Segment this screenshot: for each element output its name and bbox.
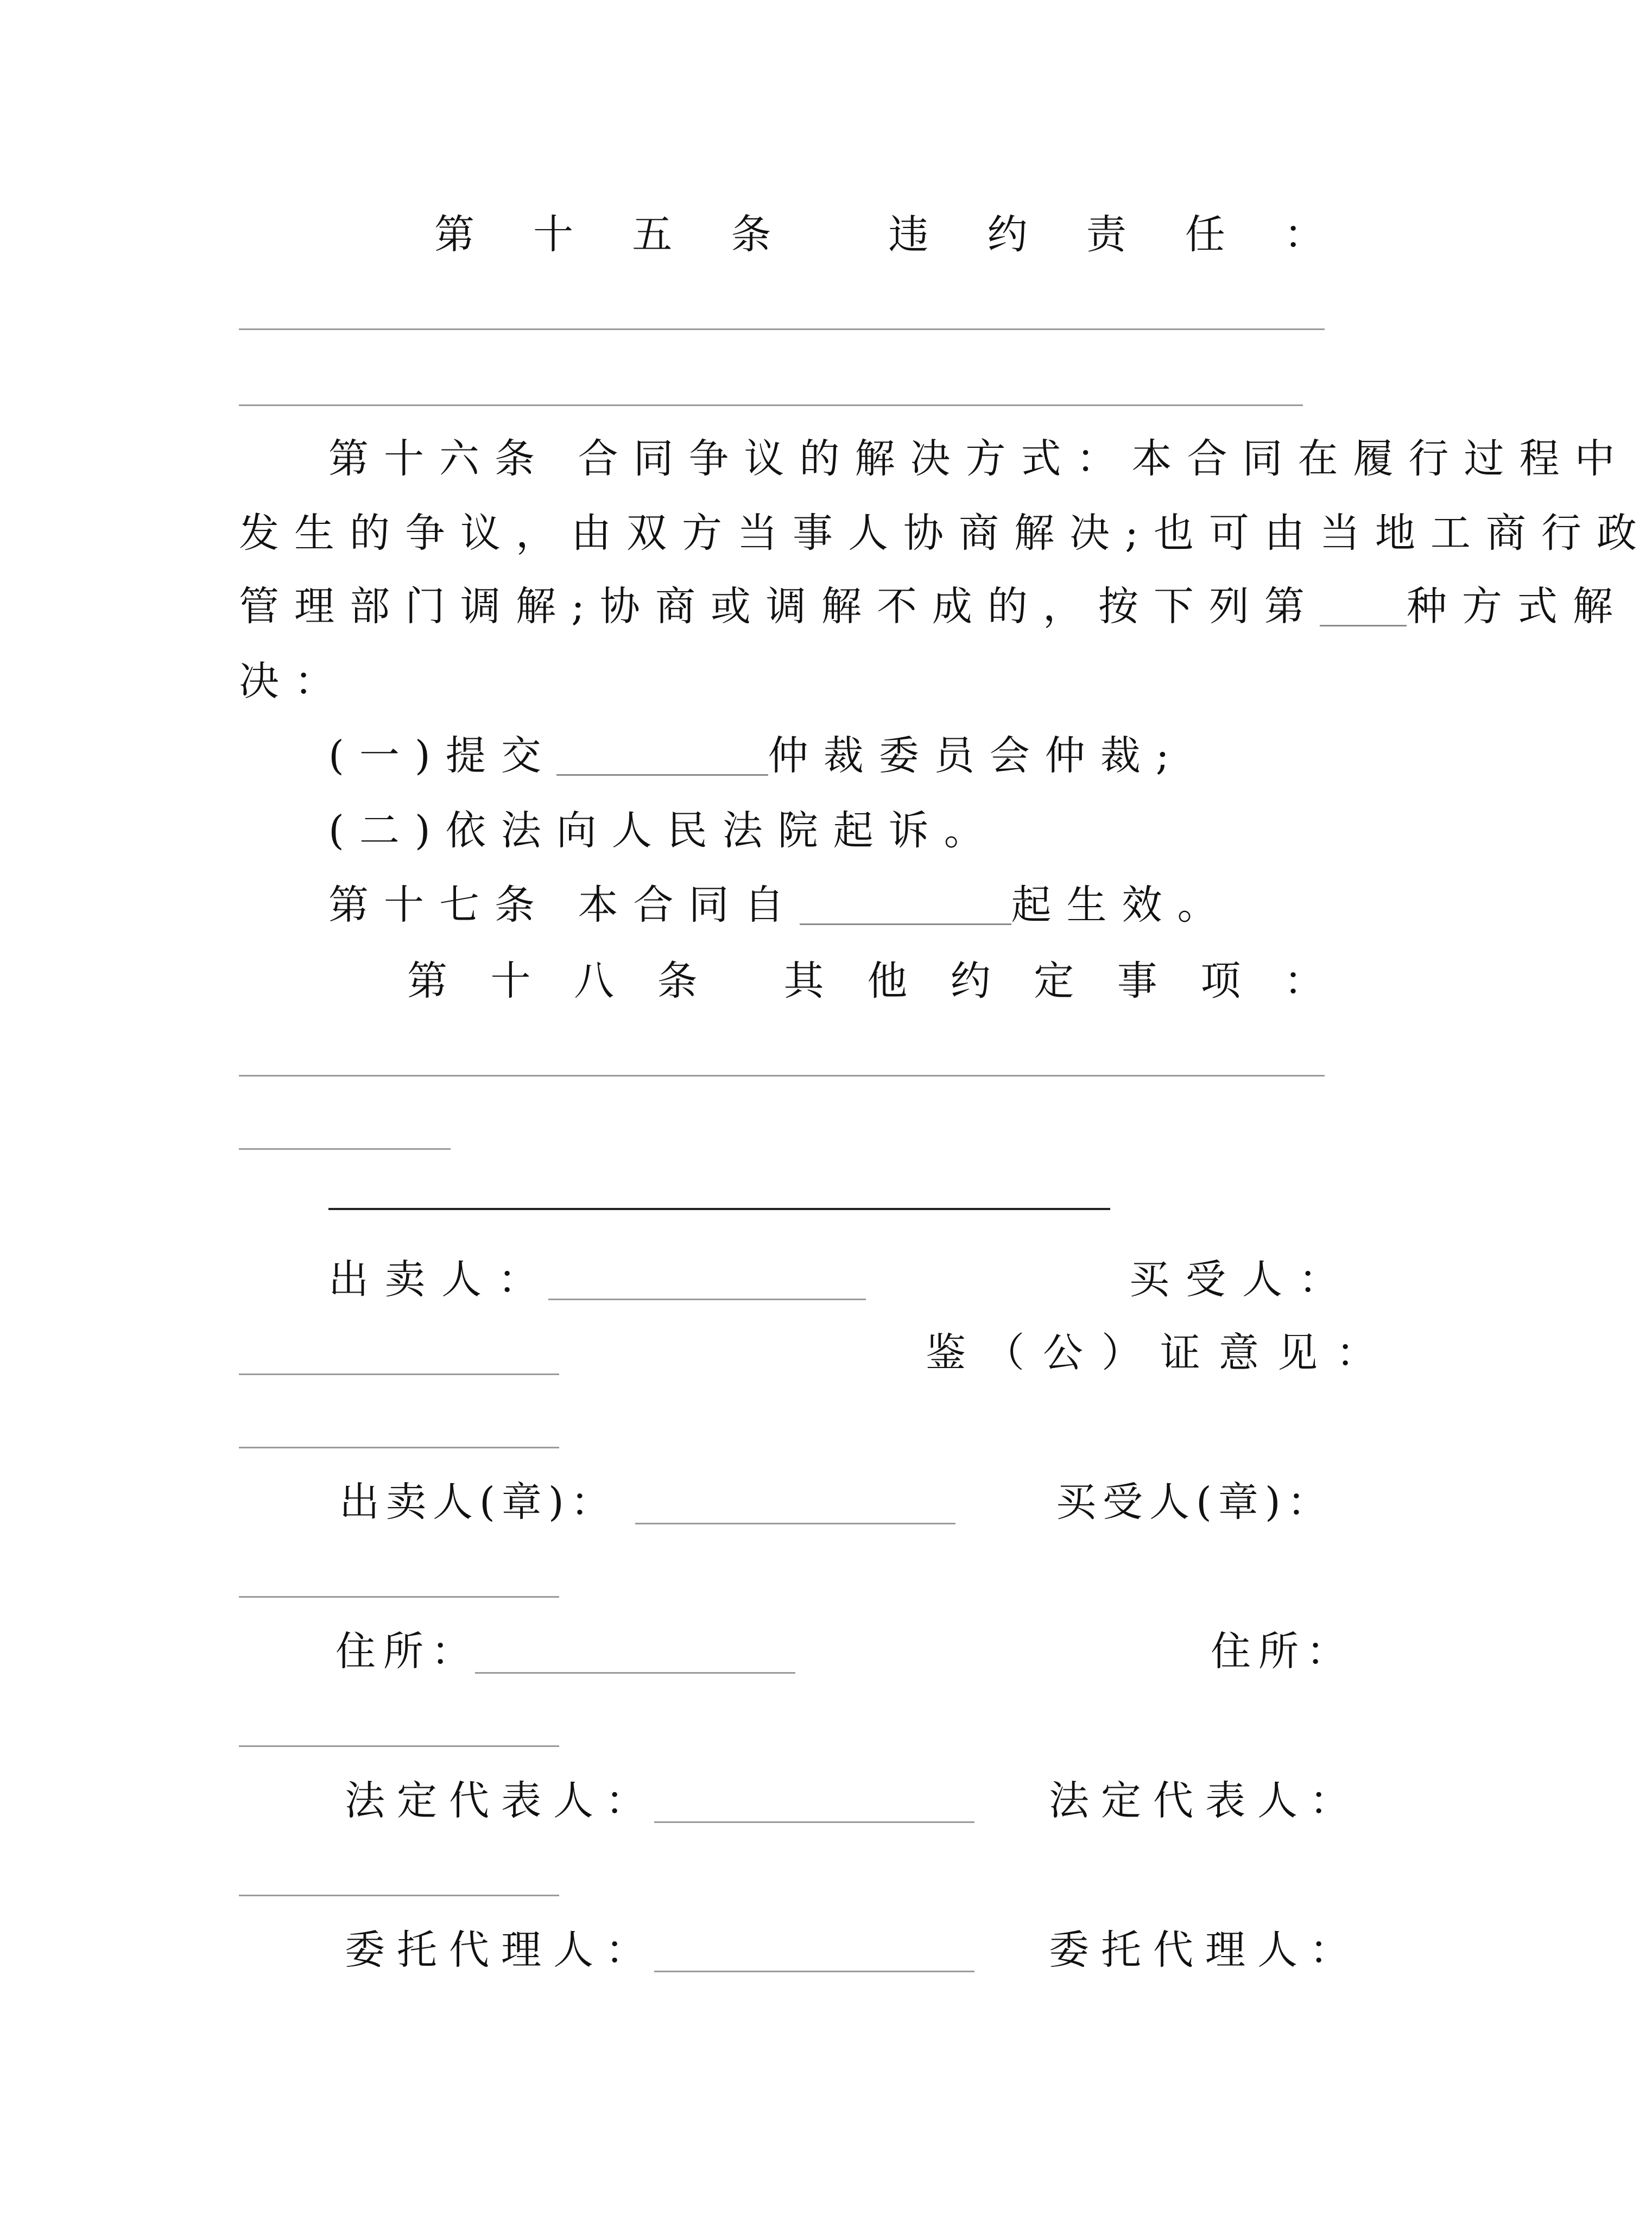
art15-char: 五 bbox=[632, 211, 673, 258]
art15-char: 任 bbox=[1185, 211, 1225, 258]
art18-char: 项 bbox=[1200, 958, 1241, 1004]
art18-char: 定 bbox=[1034, 958, 1074, 1004]
fill-line bbox=[239, 1148, 451, 1150]
address-right-label: 住所： bbox=[1211, 1628, 1354, 1675]
art15-char: 条 bbox=[731, 211, 771, 258]
legal-rep-left-label: 法定代表人： bbox=[345, 1777, 657, 1824]
notary-blank[interactable] bbox=[239, 1447, 559, 1448]
art15-char: 违 bbox=[888, 211, 929, 258]
art15-char: 第 bbox=[434, 211, 474, 258]
fill-line bbox=[239, 1075, 1325, 1077]
legal-rep-left-blank[interactable] bbox=[654, 1821, 974, 1823]
blank-field bbox=[800, 885, 1011, 925]
option-1 bbox=[328, 732, 1185, 779]
agent-right-label: 委托代理人： bbox=[1049, 1927, 1362, 1973]
article-17-tail: 起生效。 bbox=[1011, 882, 1233, 928]
art18-char: 十 bbox=[490, 958, 531, 1004]
blank-field bbox=[556, 736, 768, 776]
legal-rep-right-label: 法定代表人： bbox=[1049, 1777, 1362, 1824]
article-16-line-4: 决： bbox=[239, 658, 350, 705]
buyer-seal-blank[interactable] bbox=[239, 1596, 559, 1598]
article-18-title bbox=[407, 958, 1324, 1004]
article-17 bbox=[328, 882, 1233, 928]
art18-char: 其 bbox=[783, 958, 824, 1004]
option-2: (二)依法向人民法院起诉。 bbox=[328, 807, 999, 854]
seller-blank[interactable] bbox=[548, 1299, 866, 1300]
blank-field bbox=[1320, 587, 1407, 626]
notary-opinion-label: 鉴（公）证意见： bbox=[926, 1330, 1395, 1376]
address-left-blank[interactable] bbox=[475, 1672, 795, 1674]
seller-seal-blank[interactable] bbox=[635, 1523, 955, 1524]
art15-char: ： bbox=[1283, 211, 1324, 258]
agent-left-blank[interactable] bbox=[654, 1971, 974, 1972]
art18-char: 事 bbox=[1117, 958, 1157, 1004]
fill-line bbox=[239, 404, 1303, 406]
buyer-blank[interactable] bbox=[239, 1373, 559, 1375]
article-16-line-3-tail: 种方式解 bbox=[1406, 583, 1628, 630]
article-16-line-3 bbox=[239, 583, 1628, 630]
buyer-seal-label: 买受人(章)： bbox=[1056, 1479, 1334, 1525]
option-1-text: (一)提交 bbox=[328, 732, 556, 779]
buyer-label: 买受人： bbox=[1129, 1256, 1355, 1303]
article-15-title bbox=[434, 211, 1324, 258]
address-left-label: 住所： bbox=[336, 1628, 479, 1675]
art15-char: 约 bbox=[987, 211, 1028, 258]
option-1-tail: 仲裁委员会仲裁; bbox=[768, 732, 1185, 779]
article-16-line-3-text: 管理部门调解;协商或调解不成的，按下列第 bbox=[239, 583, 1320, 630]
art18-char: 约 bbox=[950, 958, 991, 1004]
address-right-blank[interactable] bbox=[239, 1745, 559, 1747]
seller-seal-label: 出卖人(章)： bbox=[339, 1479, 617, 1525]
article-17-text: 第十七条 本合同自 bbox=[328, 882, 800, 928]
art18-char: 第 bbox=[407, 958, 447, 1004]
art15-char: 责 bbox=[1086, 211, 1126, 258]
art18-char: ： bbox=[1283, 958, 1324, 1004]
agent-left-label: 委托代理人： bbox=[345, 1927, 657, 1973]
art15-char: 十 bbox=[533, 211, 574, 258]
separator-dash-line bbox=[328, 1208, 1110, 1210]
art18-char: 他 bbox=[867, 958, 908, 1004]
article-16-line-2: 发生的争议，由双方当事人协商解决;也可由当地工商行政 bbox=[239, 510, 1652, 556]
fill-line bbox=[239, 328, 1325, 330]
seller-label: 出卖人： bbox=[328, 1256, 554, 1303]
art18-char: 条 bbox=[657, 958, 698, 1004]
article-16-line-1: 第十六条 合同争议的解决方式：本合同在履行过程中 bbox=[328, 435, 1630, 482]
art18-char: 八 bbox=[574, 958, 615, 1004]
legal-rep-right-blank[interactable] bbox=[239, 1895, 559, 1896]
